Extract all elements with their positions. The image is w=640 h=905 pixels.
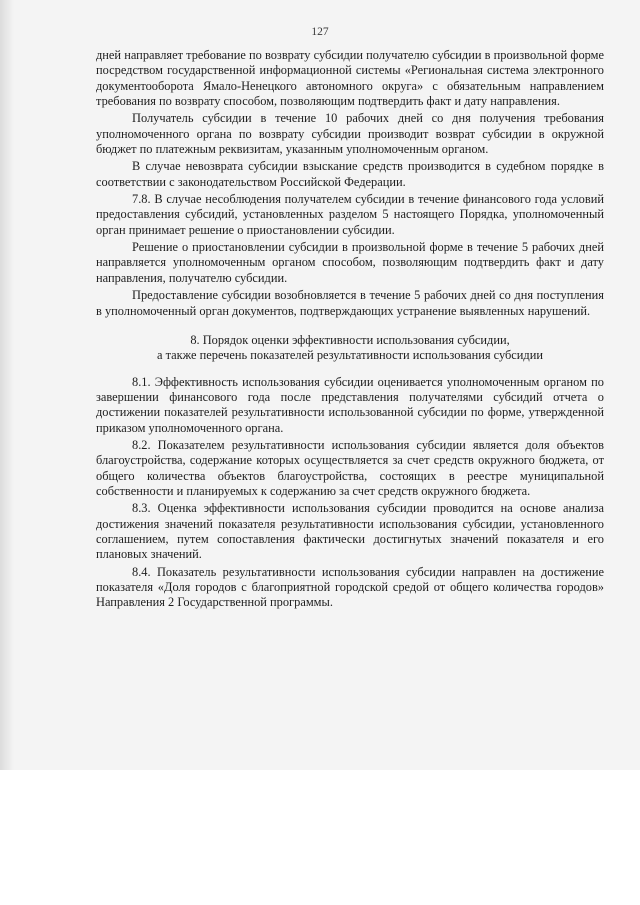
section-8-heading (96, 333, 604, 364)
paragraph-court-recovery: В случае невозврата субсидии взыскание средств производится в судебном порядке в соответствии с законодательством Российской Федерации. (96, 159, 604, 189)
paragraph-suspension-decision: Решение о приостановлении субсидии в произвольной форме в течение 5 рабочих дней направляется уполномоченным органом способом, позволяющим подтвердить факт и дату направления, получателю субсидии. (96, 240, 604, 285)
paragraph-7-8: 7.8. В случае несоблюдения получателем субсидии в течение финансового года условий предоставления субсидий, установленных разделом 5 настоящего Порядка, уполномоченный орган принимает решение о приостановлении субсидии. (96, 192, 604, 237)
scan-edge-shadow (0, 0, 14, 770)
section-heading-line-2: а также перечень показателей результативности использования субсидии (156, 348, 544, 363)
paragraph-8-1: 8.1. Эффективность использования субсидии оценивается уполномоченным органом по завершении финансового года после представления получателями субсидий отчета о достижении показателей результативности использованной субсидии по форме, утвержденной приказом уполномоченного органа. (96, 374, 604, 435)
paragraph-8-4: 8.4. Показатель результативности использования субсидии направлен на достижение показателя «Доля городов с благоприятной городской средой от общего количества городов» Направления 2 Государственной программы. (96, 564, 604, 610)
page-number: 127 (311, 26, 329, 38)
document-body (96, 48, 604, 613)
paragraph-resumption: Предоставление субсидии возобновляется в течение 5 рабочих дней со дня поступления в уполномоченный орган документов, подтверждающих устранение выявленных нарушений. (96, 288, 604, 318)
paragraph-8-2: 8.2. Показателем результативности использования субсидии является доля объектов благоустройства, содержание которых осуществляется за счет средств окружного бюджета, от общего количества объектов благоустройства, состоящих в реестре муниципальной собственности и планируемых к содержанию за счет средств окружного бюджета. (96, 437, 604, 498)
section-heading-line-1: 8. Порядок оценки эффективности использования субсидии, (190, 332, 510, 347)
paragraph-refund-by-recipient: Получатель субсидии в течение 10 рабочих дней со дня получения требования уполномоченного органа по возврату субсидии производит возврат субсидии в окружной бюджет по платежным реквизитам, указанным уполномоченным органом. (96, 111, 604, 157)
paragraph-8-3: 8.3. Оценка эффективности использования субсидии проводится на основе анализа достижения значений показателя результативности использования субсидии, установленного соглашением, путем сопоставления фактически достигнутых значений показателя и его плановых значений. (96, 501, 604, 562)
paragraph-continuation: дней направляет требование по возврату субсидии получателю субсидии в произвольной форме посредством государственной информационной системы «Региональная система электронного документооборота Ямало-Ненецкого автономного округа» с обязательным направлением требования по возврату способом, позволяющим подтвердить факт и дату направления. (96, 48, 604, 109)
